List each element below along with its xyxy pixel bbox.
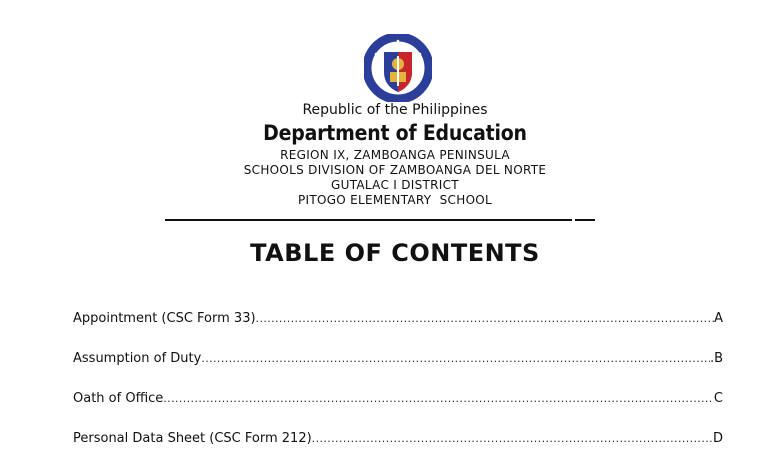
header-divider-gap <box>572 219 575 221</box>
document-title: TABLE OF CONTENTS <box>250 239 540 267</box>
toc-dot-leader <box>163 392 714 405</box>
toc-entry-label: Oath of Office <box>73 391 164 406</box>
republic-line: Republic of the Philippines <box>302 102 488 118</box>
toc-entry-page: .B <box>709 351 723 366</box>
department-title: Department of Education <box>263 121 527 145</box>
deped-seal <box>364 34 432 102</box>
division-line: SCHOOLS DIVISION OF ZAMBOANGA DEL NORTE <box>243 163 547 177</box>
toc-entry-page: A <box>714 311 723 326</box>
district-line: GUTALAC I DISTRICT <box>331 178 459 192</box>
toc-dot-leader <box>312 432 713 445</box>
header-divider <box>165 219 595 221</box>
toc-entry-page: C <box>713 391 723 406</box>
toc-entry[interactable] <box>73 391 723 411</box>
toc-entry-label: Assumption of Duty <box>73 351 202 366</box>
toc-entry[interactable] <box>73 351 723 371</box>
toc-entry[interactable] <box>73 311 723 331</box>
school-line: PITOGO ELEMENTARY SCHOOL <box>297 193 493 207</box>
region-line: REGION IX, ZAMBOANGA PENINSULA <box>280 148 510 162</box>
toc-entry-label: Personal Data Sheet (CSC Form 212) <box>73 431 312 446</box>
toc-entry[interactable] <box>73 431 723 451</box>
toc-entry-page: D <box>712 431 723 446</box>
toc-dot-leader <box>201 352 710 365</box>
toc-entry-label: Appointment (CSC Form 33) <box>73 311 256 326</box>
toc-dot-leader <box>256 312 715 325</box>
